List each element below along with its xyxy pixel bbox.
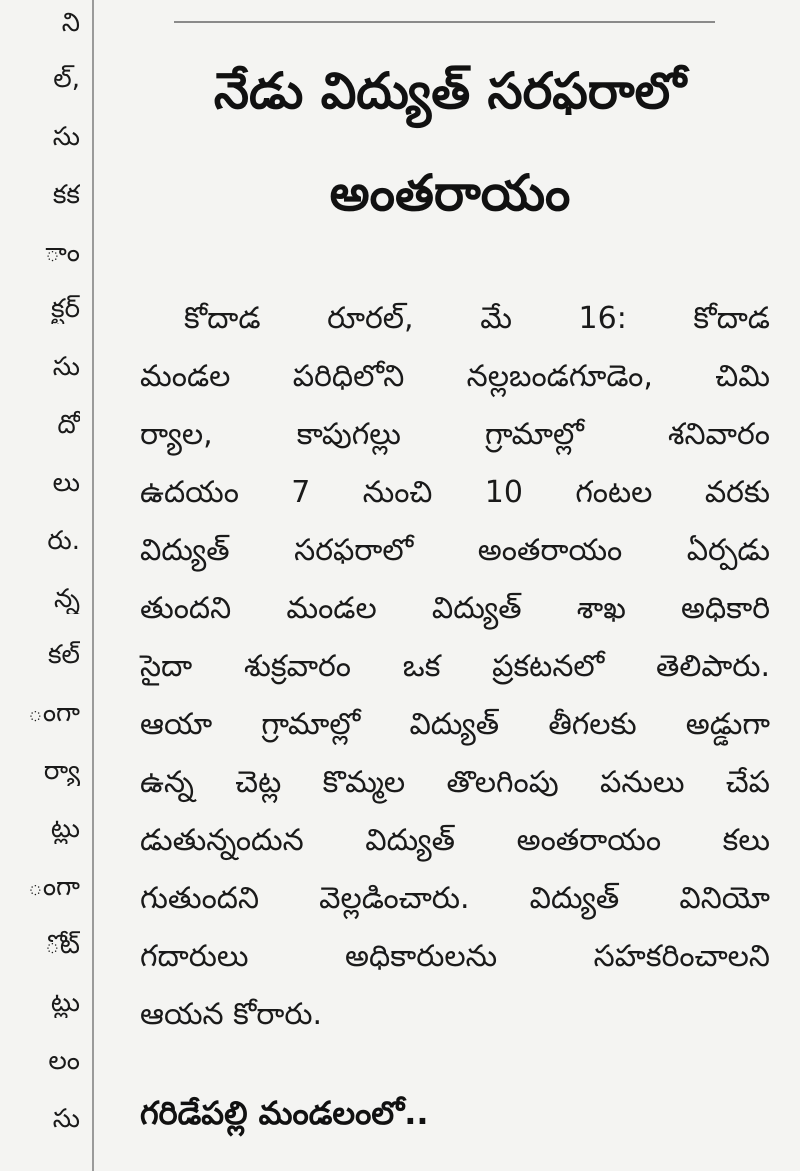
- left-column-line: ర్యా: [43, 756, 80, 786]
- headline-line-2: అంతరాయం: [329, 164, 571, 222]
- body-line: ఆయన కోరారు.: [140, 997, 323, 1032]
- left-column-line: కక: [52, 180, 80, 210]
- left-column-line: దో: [57, 410, 80, 440]
- left-column-line: లు: [52, 468, 80, 498]
- article-body: [140, 290, 770, 1044]
- body-line: డుతున్నందున విద్యుత్ అంతరాయం కలు: [140, 823, 770, 858]
- left-column-line: రు.: [47, 526, 80, 556]
- left-column-line: సు: [52, 1104, 80, 1134]
- left-column-line: ంగా: [27, 698, 80, 728]
- section-subhead: గరిడేపల్లి మండలంలో..: [140, 1094, 429, 1132]
- left-column-fragment: [0, 0, 80, 1171]
- left-column-line: ోట్: [44, 930, 80, 960]
- body-line: గదారులు అధికారులను సహకరించాలని: [140, 939, 770, 974]
- body-line: ఉన్న చెట్ల కొమ్మల తొలగింపు పనులు చేప: [140, 765, 770, 800]
- left-column-line: ల్,: [53, 64, 80, 94]
- column-divider: [92, 0, 94, 1171]
- left-column-line: క్టర్: [51, 294, 80, 324]
- top-divider: [174, 21, 715, 23]
- body-line: ర్యాల, కాపుగల్లు గ్రామాల్లో శనివారం: [140, 417, 770, 452]
- body-line: ఉదయం 7 నుంచి 10 గంటల వరకు: [140, 475, 770, 510]
- left-column-line: ాం: [45, 238, 80, 268]
- news-article: [130, 40, 770, 1032]
- left-column-line: ట్లు: [50, 988, 80, 1018]
- body-line: కోదాడ రూరల్, మే 16: కోదాడ: [184, 301, 770, 336]
- left-column-line: సు: [52, 352, 80, 382]
- headline-line-1: నేడు విద్యుత్ సరఫరాలో: [213, 62, 687, 120]
- body-line: సైదా శుక్రవారం ఒక ప్రకటనలో తెలిపారు.: [140, 649, 770, 684]
- left-column-line: ని: [61, 8, 80, 38]
- body-line: మండల పరిధిలోని నల్లబండగూడెం, చిమి: [140, 359, 770, 394]
- body-line: గుతుందని వెల్లడించారు. విద్యుత్ వినియో: [140, 881, 770, 916]
- left-column-line: ట్లు: [50, 814, 80, 844]
- body-line: తుందని మండల విద్యుత్ శాఖ అధికారి: [140, 591, 770, 626]
- left-column-line: న్న: [54, 584, 80, 614]
- left-column-line: కల్: [47, 640, 80, 670]
- body-line: ఆయా గ్రామాల్లో విద్యుత్ తీగలకు అడ్డుగా: [140, 707, 770, 742]
- left-column-line: లం: [48, 1046, 80, 1076]
- body-line: విద్యుత్ సరఫరాలో అంతరాయం ఏర్పడు: [140, 533, 770, 568]
- left-column-line: ంగా: [27, 872, 80, 902]
- article-headline: [130, 40, 770, 244]
- left-column-line: సు: [52, 122, 80, 152]
